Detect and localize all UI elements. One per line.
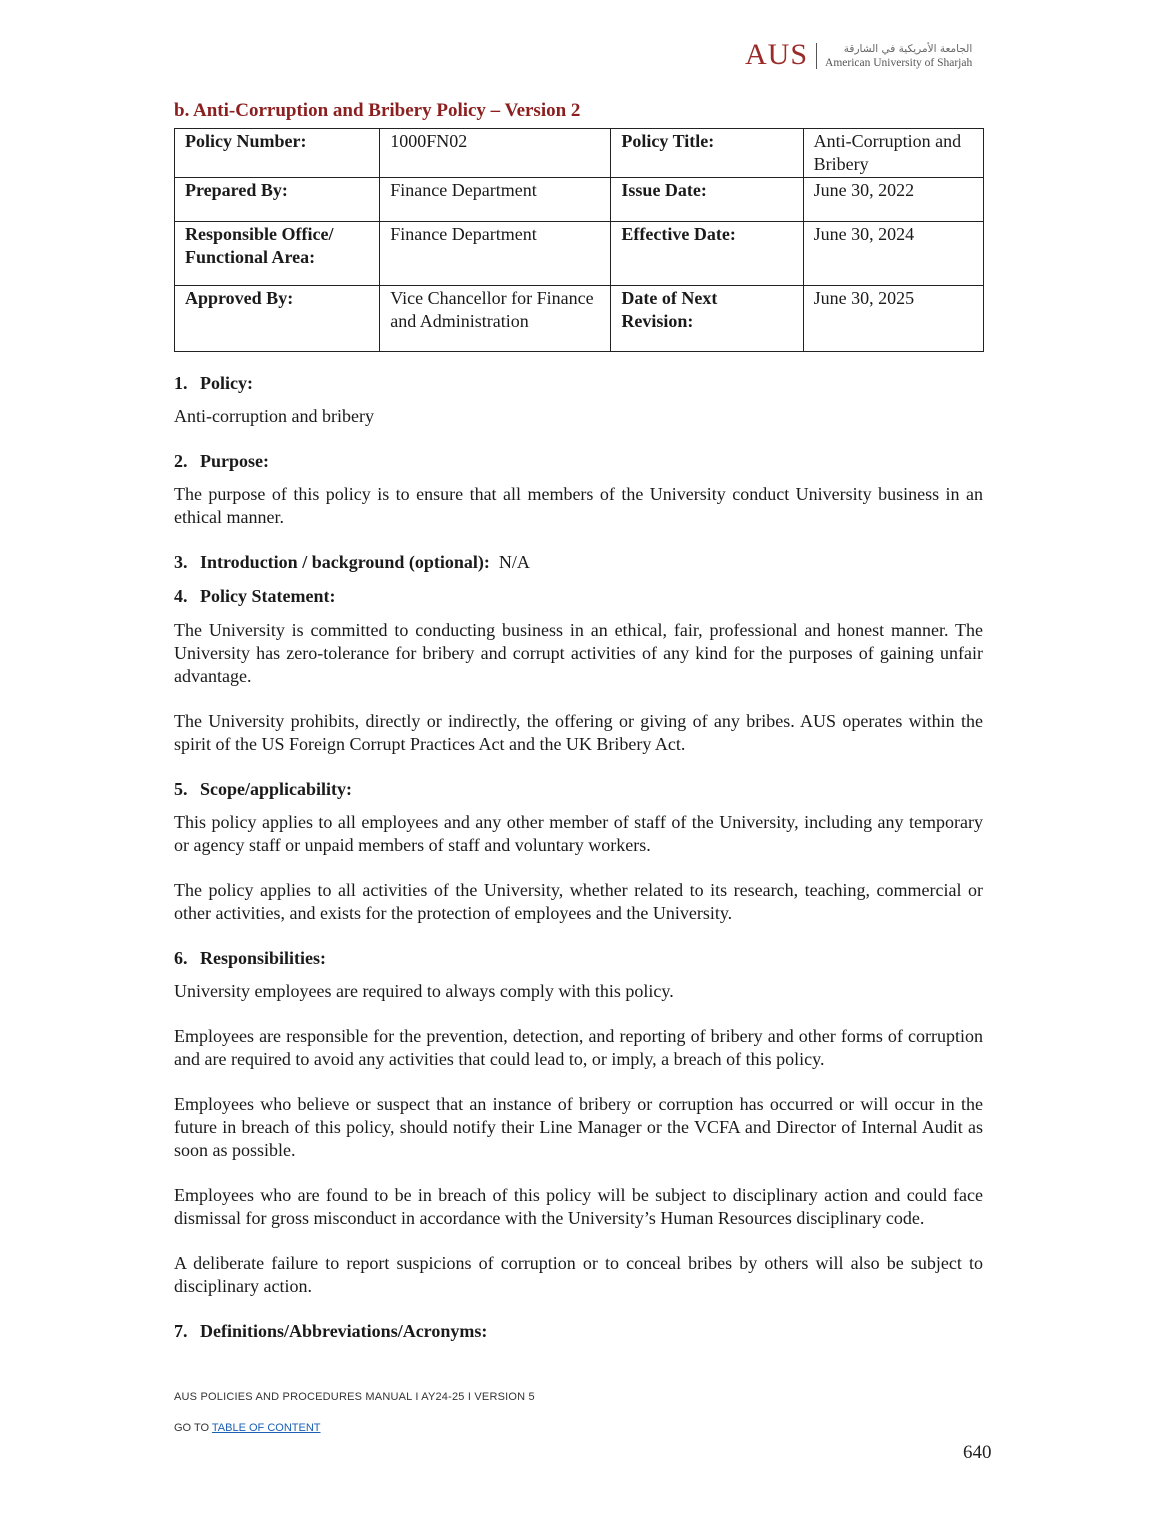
- section-1-body: Anti-corruption and bribery: [174, 406, 374, 426]
- aus-logo: [745, 40, 972, 70]
- section-4-paragraph: The University is committed to conducting business in an ethical, fair, professional and honest manner. The University has zero-tolerance for bribery and corrupt activities of any kind for the purposes of gaining unfair advantage.: [174, 620, 983, 686]
- table-of-content-link[interactable]: TABLE OF CONTENT: [211, 1422, 321, 1434]
- policy-number-value: 1000FN02: [380, 129, 611, 178]
- policy-info-table: [174, 128, 984, 352]
- section-5-title: [174, 778, 983, 801]
- prepared-by-value: Finance Department: [380, 178, 611, 222]
- section-title-text: Purpose:: [200, 451, 269, 471]
- section-number: 2.: [174, 451, 188, 471]
- section-6-paragraph: Employees are responsible for the prevention, detection, and reporting of bribery and other forms of corruption and are required to avoid any activities that could lead to, or imply, a breach of this policy.: [174, 1026, 983, 1069]
- policy-title-label: Policy Title:: [611, 129, 803, 178]
- table-row: [175, 178, 984, 222]
- section-number: 4.: [174, 586, 188, 606]
- section-4-paragraph: The University prohibits, directly or indirectly, the offering or giving of any bribes. AUS operates within the spirit of the US Foreign Corrupt Practices Act and the UK Bribery Act.: [174, 711, 983, 754]
- section-7-title: [174, 1320, 983, 1343]
- section-2-title: [174, 450, 983, 473]
- footer-goto: [174, 1422, 321, 1434]
- section-number: 3.: [174, 552, 188, 572]
- section-heading: b. Anti-Corruption and Bribery Policy – Version 2: [174, 100, 581, 121]
- prepared-by-label: Prepared By:: [175, 178, 380, 222]
- issue-date-label: Issue Date:: [611, 178, 803, 222]
- responsible-office-value: Finance Department: [380, 222, 611, 286]
- section-5-paragraph: This policy applies to all employees and any other member of staff of the University, including any temporary or agency staff or unpaid members of staff and voluntary workers.: [174, 812, 983, 855]
- policy-title-value: Anti-Corruption and Bribery: [803, 129, 983, 178]
- section-title-text: Policy:: [200, 373, 253, 393]
- section-1-title: [174, 372, 983, 395]
- effective-date-label: Effective Date:: [611, 222, 803, 286]
- section-3-title: [174, 551, 983, 574]
- responsible-office-label: Responsible Office/ Functional Area:: [175, 222, 380, 286]
- goto-prefix: GO TO: [174, 1422, 212, 1434]
- page-number: 640: [963, 1442, 992, 1463]
- section-6-paragraph: Employees who are found to be in breach of this policy will be subject to disciplinary action and could face dismissal for gross misconduct in accordance with the University’s Human Resources disciplinary code.: [174, 1185, 983, 1228]
- section-5-paragraph: The policy applies to all activities of the University, whether related to its research, teaching, commercial or other activities, and exists for the protection of employees and the University.: [174, 880, 983, 923]
- approved-by-value: Vice Chancellor for Finance and Administration: [380, 286, 611, 352]
- section-number: 1.: [174, 373, 188, 393]
- effective-date-value: June 30, 2024: [803, 222, 983, 286]
- section-title-text: Responsibilities:: [200, 948, 327, 968]
- section-title-text: Introduction / background (optional):: [200, 552, 490, 572]
- table-row: [175, 129, 984, 178]
- logo-university-name: [825, 44, 972, 69]
- section-number: 5.: [174, 779, 188, 799]
- logo-english-name: American University of Sharjah: [825, 56, 973, 69]
- logo-aus-text: AUS: [745, 38, 809, 71]
- section-number: 6.: [174, 948, 188, 968]
- section-6-title: [174, 947, 983, 970]
- section-title-text: Scope/applicability:: [200, 779, 353, 799]
- table-row: [175, 222, 984, 286]
- next-revision-value: June 30, 2025: [803, 286, 983, 352]
- section-3-value: N/A: [498, 552, 530, 572]
- section-2-body: The purpose of this policy is to ensure that all members of the University conduct University business in an ethical manner.: [174, 484, 983, 527]
- policy-number-label: Policy Number:: [175, 129, 380, 178]
- footer-manual-label: AUS POLICIES AND PROCEDURES MANUAL I AY24-25 I VERSION 5: [174, 1391, 535, 1403]
- section-6-paragraph: A deliberate failure to report suspicions of corruption or to conceal bribes by others will also be subject to disciplinary action.: [174, 1253, 983, 1296]
- section-title-text: Definitions/Abbreviations/Acronyms:: [200, 1321, 488, 1341]
- section-number: 7.: [174, 1321, 188, 1341]
- issue-date-value: June 30, 2022: [803, 178, 983, 222]
- approved-by-label: Approved By:: [175, 286, 380, 352]
- section-title-text: Policy Statement:: [200, 586, 336, 606]
- logo-arabic-name: الجامعة الأمريكية في الشارقة: [843, 43, 973, 55]
- section-4-title: [174, 585, 983, 608]
- section-6-paragraph: Employees who believe or suspect that an instance of bribery or corruption has occurred or will occur in the future in breach of this policy, should notify their Line Manager or the VCFA and Director of Internal Audit as soon as possible.: [174, 1094, 983, 1160]
- section-6-paragraph: University employees are required to always comply with this policy.: [174, 981, 674, 1001]
- next-revision-label: Date of Next Revision:: [611, 286, 803, 352]
- table-row: [175, 286, 984, 352]
- logo-divider: [816, 43, 817, 69]
- policy-content: [174, 372, 983, 1343]
